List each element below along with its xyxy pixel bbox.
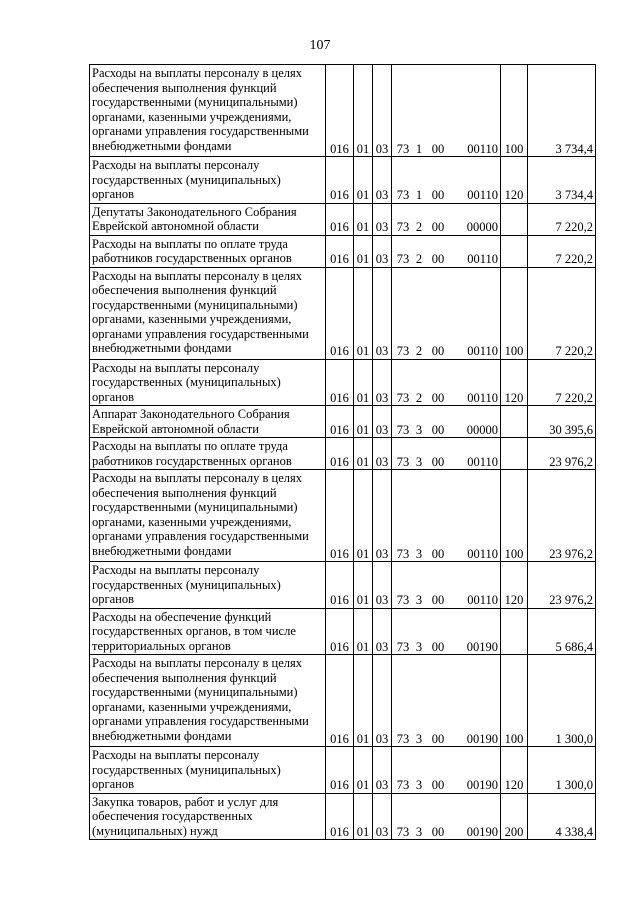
subsection-code: 03 — [373, 655, 392, 747]
amount: 3 734,4 — [528, 157, 596, 204]
target-article-part: 00190 — [466, 824, 498, 839]
target-article-part: 73 — [396, 778, 410, 792]
target-article-part: 00 — [431, 454, 445, 469]
expense-type-code: 120 — [501, 562, 528, 609]
target-article-part: 00110 — [467, 252, 498, 266]
subsection-code: 03 — [373, 203, 392, 235]
subsection-code: 03 — [373, 793, 392, 840]
target-article-part: 73 — [396, 454, 410, 469]
subsection-code: 03 — [373, 359, 392, 406]
amount: 7 220,2 — [528, 235, 596, 267]
subsection-code: 03 — [373, 470, 392, 562]
target-article-part: 2 — [415, 344, 423, 358]
amount: 3 734,4 — [528, 65, 596, 157]
budget-table — [89, 64, 596, 840]
table-row — [90, 438, 596, 470]
target-article-code — [392, 793, 501, 840]
subsection-code: 03 — [373, 65, 392, 157]
expense-type-code: 100 — [501, 655, 528, 747]
ministry-code: 016 — [326, 747, 354, 794]
target-article-part: 00110 — [467, 454, 498, 469]
table-row — [90, 562, 596, 609]
amount: 1 300,0 — [528, 747, 596, 794]
section-code: 01 — [354, 203, 373, 235]
target-article-code — [392, 157, 501, 204]
expense-type-code — [501, 406, 528, 438]
subsection-code: 03 — [373, 438, 392, 470]
row-name: Аппарат Законодательного Собрания Еврейской автономной области — [90, 406, 326, 438]
section-code: 01 — [354, 406, 373, 438]
target-article-part: 00000 — [466, 422, 498, 437]
target-article-code — [392, 359, 501, 406]
table-row — [90, 235, 596, 267]
table-row — [90, 793, 596, 840]
ministry-code: 016 — [326, 267, 354, 359]
expense-type-code — [501, 438, 528, 470]
target-article-part: 00110 — [467, 188, 498, 202]
target-article-part: 73 — [396, 220, 410, 234]
target-article-part: 1 — [415, 141, 423, 156]
target-article-part: 00 — [431, 390, 445, 405]
target-article-code — [392, 608, 501, 655]
ministry-code: 016 — [326, 235, 354, 267]
row-name: Расходы на выплаты персоналу в целях обеспечения выполнения функций государственными (муниципальными) органами, казенными учреждениями, органами управления государственными внебюджетными фондами — [90, 655, 326, 747]
section-code: 01 — [354, 793, 373, 840]
row-name: Расходы на обеспечение функций государственных органов, в том числе территориальных органов — [90, 608, 326, 655]
target-article-part: 2 — [415, 252, 423, 266]
target-article-code — [392, 65, 501, 157]
target-article-part: 73 — [396, 422, 410, 437]
target-article-part: 73 — [396, 824, 410, 839]
subsection-code: 03 — [373, 747, 392, 794]
ministry-code: 016 — [326, 157, 354, 204]
expense-type-code: 120 — [501, 359, 528, 406]
target-article-part: 00 — [431, 778, 445, 792]
section-code: 01 — [354, 562, 373, 609]
target-article-code — [392, 562, 501, 609]
amount: 4 338,4 — [528, 793, 596, 840]
target-article-part: 3 — [415, 546, 423, 561]
target-article-part: 00 — [431, 252, 445, 266]
target-article-part: 73 — [396, 252, 410, 266]
target-article-part: 73 — [396, 141, 410, 156]
row-name: Расходы на выплаты персоналу в целях обеспечения выполнения функций государственными (муниципальными) органами, казенными учреждениями, органами управления государственными внебюджетными фондами — [90, 267, 326, 359]
subsection-code: 03 — [373, 562, 392, 609]
target-article-part: 3 — [415, 454, 423, 469]
target-article-part: 00190 — [466, 639, 498, 654]
expense-type-code: 120 — [501, 747, 528, 794]
subsection-code: 03 — [373, 157, 392, 204]
page-number: 107 — [309, 38, 331, 53]
section-code: 01 — [354, 267, 373, 359]
target-article-part: 00 — [431, 188, 445, 202]
target-article-code — [392, 235, 501, 267]
expense-type-code — [501, 235, 528, 267]
amount: 23 976,2 — [528, 562, 596, 609]
target-article-part: 3 — [415, 824, 423, 839]
row-name: Расходы на выплаты персоналу государственных (муниципальных) органов — [90, 562, 326, 609]
section-code: 01 — [354, 438, 373, 470]
target-article-part: 00 — [431, 344, 445, 358]
subsection-code: 03 — [373, 406, 392, 438]
subsection-code: 03 — [373, 267, 392, 359]
target-article-code — [392, 655, 501, 747]
target-article-part: 00190 — [466, 778, 498, 792]
target-article-part: 2 — [415, 390, 423, 405]
target-article-code — [392, 267, 501, 359]
row-name: Депутаты Законодательного Собрания Еврейской автономной области — [90, 203, 326, 235]
amount: 30 395,6 — [528, 406, 596, 438]
amount: 23 976,2 — [528, 438, 596, 470]
row-name: Расходы на выплаты по оплате труда работников государственных органов — [90, 235, 326, 267]
target-article-part: 00110 — [467, 546, 498, 561]
ministry-code: 016 — [326, 655, 354, 747]
target-article-part: 3 — [415, 778, 423, 792]
target-article-part: 73 — [396, 188, 410, 202]
section-code: 01 — [354, 608, 373, 655]
table-row — [90, 65, 596, 157]
ministry-code: 016 — [326, 608, 354, 655]
target-article-part: 00 — [431, 546, 445, 561]
amount: 5 686,4 — [528, 608, 596, 655]
target-article-part: 00110 — [467, 344, 498, 358]
ministry-code: 016 — [326, 65, 354, 157]
target-article-part: 00 — [431, 639, 445, 654]
target-article-part: 73 — [396, 546, 410, 561]
section-code: 01 — [354, 359, 373, 406]
target-article-part: 2 — [415, 220, 423, 234]
amount: 7 220,2 — [528, 267, 596, 359]
target-article-part: 73 — [396, 639, 410, 654]
subsection-code: 03 — [373, 235, 392, 267]
target-article-part: 3 — [415, 422, 423, 437]
target-article-part: 00 — [431, 141, 445, 156]
row-name: Расходы на выплаты персоналу в целях обеспечения выполнения функций государственными (муниципальными) органами, казенными учреждениями, органами управления государственными внебюджетными фондами — [90, 470, 326, 562]
row-name: Расходы на выплаты персоналу государственных (муниципальных) органов — [90, 157, 326, 204]
target-article-part: 1 — [415, 188, 423, 202]
section-code: 01 — [354, 157, 373, 204]
ministry-code: 016 — [326, 406, 354, 438]
target-article-code — [392, 203, 501, 235]
target-article-part: 73 — [396, 344, 410, 358]
section-code: 01 — [354, 235, 373, 267]
amount: 1 300,0 — [528, 655, 596, 747]
target-article-part: 73 — [396, 593, 410, 607]
row-name: Закупка товаров, работ и услуг для обеспечения государственных (муниципальных) нужд — [90, 793, 326, 840]
target-article-part: 00 — [431, 731, 445, 746]
target-article-code — [392, 470, 501, 562]
row-name: Расходы на выплаты по оплате труда работников государственных органов — [90, 438, 326, 470]
target-article-part: 3 — [415, 639, 423, 654]
expense-type-code: 100 — [501, 65, 528, 157]
section-code: 01 — [354, 470, 373, 562]
target-article-code — [392, 406, 501, 438]
expense-type-code — [501, 203, 528, 235]
ministry-code: 016 — [326, 562, 354, 609]
row-name: Расходы на выплаты персоналу государственных (муниципальных) органов — [90, 747, 326, 794]
table-row — [90, 359, 596, 406]
ministry-code: 016 — [326, 793, 354, 840]
row-name: Расходы на выплаты персоналу государственных (муниципальных) органов — [90, 359, 326, 406]
table-row — [90, 203, 596, 235]
table-row — [90, 267, 596, 359]
target-article-part: 3 — [415, 593, 423, 607]
target-article-part: 73 — [396, 731, 410, 746]
expense-type-code: 100 — [501, 470, 528, 562]
table-row — [90, 747, 596, 794]
ministry-code: 016 — [326, 438, 354, 470]
table-row — [90, 406, 596, 438]
expense-type-code: 200 — [501, 793, 528, 840]
target-article-part: 00110 — [467, 141, 498, 156]
target-article-part: 00 — [431, 422, 445, 437]
section-code: 01 — [354, 655, 373, 747]
target-article-part: 73 — [396, 390, 410, 405]
row-name: Расходы на выплаты персоналу в целях обеспечения выполнения функций государственными (муниципальными) органами, казенными учреждениями, органами управления государственными внебюджетными фондами — [90, 65, 326, 157]
target-article-part: 00190 — [466, 731, 498, 746]
expense-type-code: 100 — [501, 267, 528, 359]
expense-type-code — [501, 608, 528, 655]
target-article-code — [392, 438, 501, 470]
amount: 7 220,2 — [528, 203, 596, 235]
table-row — [90, 470, 596, 562]
target-article-part: 00 — [431, 593, 445, 607]
table-row — [90, 608, 596, 655]
target-article-code — [392, 747, 501, 794]
table-row — [90, 157, 596, 204]
table-row — [90, 655, 596, 747]
amount: 7 220,2 — [528, 359, 596, 406]
section-code: 01 — [354, 747, 373, 794]
target-article-part: 00000 — [466, 220, 498, 234]
expense-type-code: 120 — [501, 157, 528, 204]
target-article-part: 3 — [415, 731, 423, 746]
section-code: 01 — [354, 65, 373, 157]
ministry-code: 016 — [326, 203, 354, 235]
target-article-part: 00110 — [467, 390, 498, 405]
target-article-part: 00 — [431, 220, 445, 234]
ministry-code: 016 — [326, 359, 354, 406]
subsection-code: 03 — [373, 608, 392, 655]
ministry-code: 016 — [326, 470, 354, 562]
amount: 23 976,2 — [528, 470, 596, 562]
target-article-part: 00 — [431, 824, 445, 839]
target-article-part: 00110 — [467, 593, 498, 607]
